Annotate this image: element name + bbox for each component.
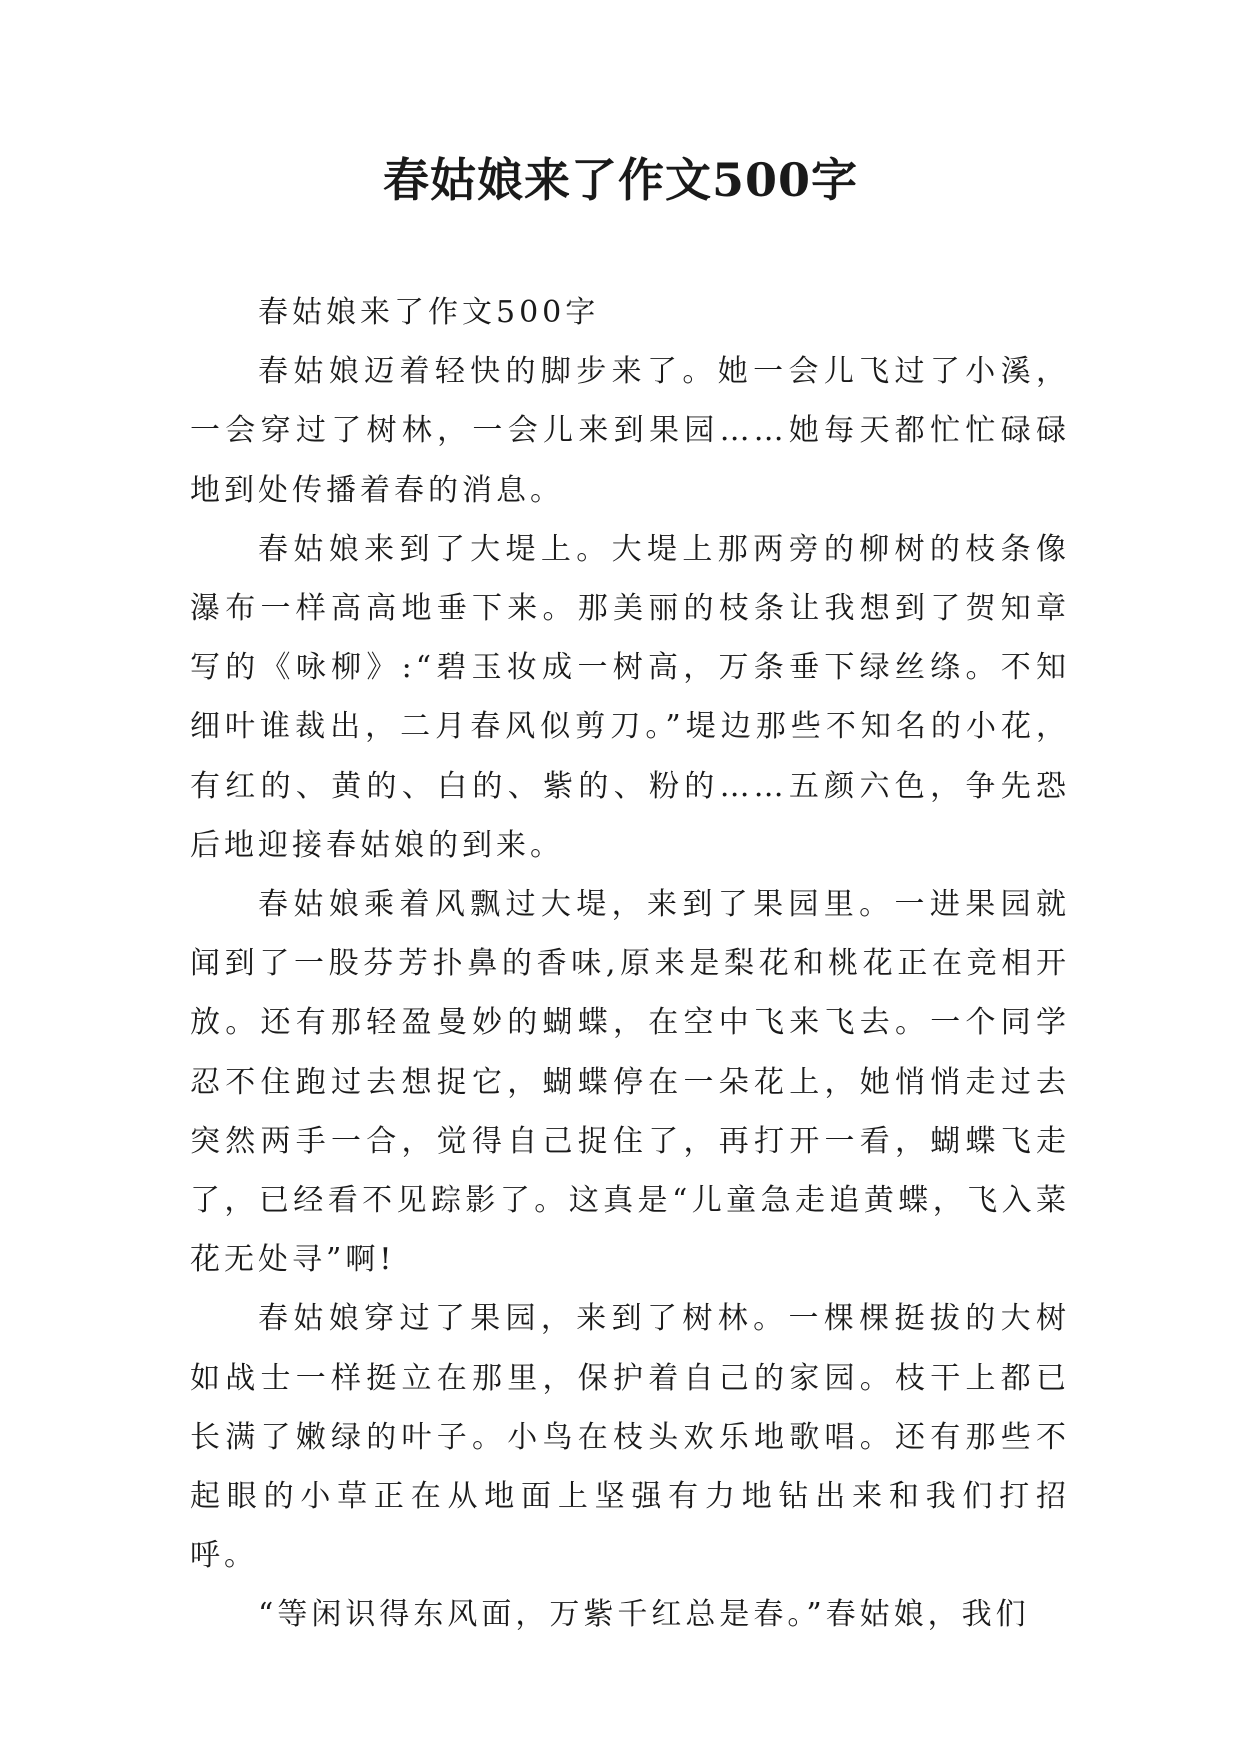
paragraph-subtitle: 春姑娘来了作文500字 xyxy=(258,295,600,330)
paragraph: 春姑娘穿过了果园，来到了树林。一棵棵挺拔的大树如战士一样挺立在那里，保护着自己的家园。枝干上都已长满了嫩绿的叶子。小鸟在枝头欢乐地歌唱。还有那些不起眼的小草正在从地面上坚强有力地钻出来和我们打招呼。 xyxy=(190,1301,1070,1574)
paragraph: 春姑娘迈着轻快的脚步来了。她一会儿飞过了小溪，一会穿过了树林，一会儿来到果园……她每天都忙忙碌碌地到处传播着春的消息。 xyxy=(190,354,1070,508)
document-title: 春姑娘来了作文500字 xyxy=(382,153,859,207)
document-body xyxy=(190,283,1070,1645)
paragraph: “等闲识得东风面，万紫千红总是春。”春姑娘，我们 xyxy=(258,1597,1030,1633)
paragraph: 春姑娘乘着风飘过大堤，来到了果园里。一进果园就闻到了一股芬芳扑鼻的香味,原来是梨花和桃花正在竞相开放。还有那轻盈曼妙的蝴蝶，在空中飞来飞去。一个同学忍不住跑过去想捉它，蝴蝶停在一朵花上，她悄悄走过去突然两手一合，觉得自己捉住了，再打开一看，蝴蝶飞走了，已经看不见踪影了。这真是“儿童急走追黄蝶，飞入菜花无处寻”啊! xyxy=(190,887,1070,1278)
paragraph: 春姑娘来到了大堤上。大堤上那两旁的柳树的枝条像瀑布一样高高地垂下来。那美丽的枝条让我想到了贺知章写的《咏柳》:“碧玉妆成一树高，万条垂下绿丝绦。不知细叶谁裁出，二月春风似剪刀。”堤边那些不知名的小花，有红的、黄的、白的、紫的、粉的……五颜六色，争先恐后地迎接春姑娘的到来。 xyxy=(190,531,1070,863)
